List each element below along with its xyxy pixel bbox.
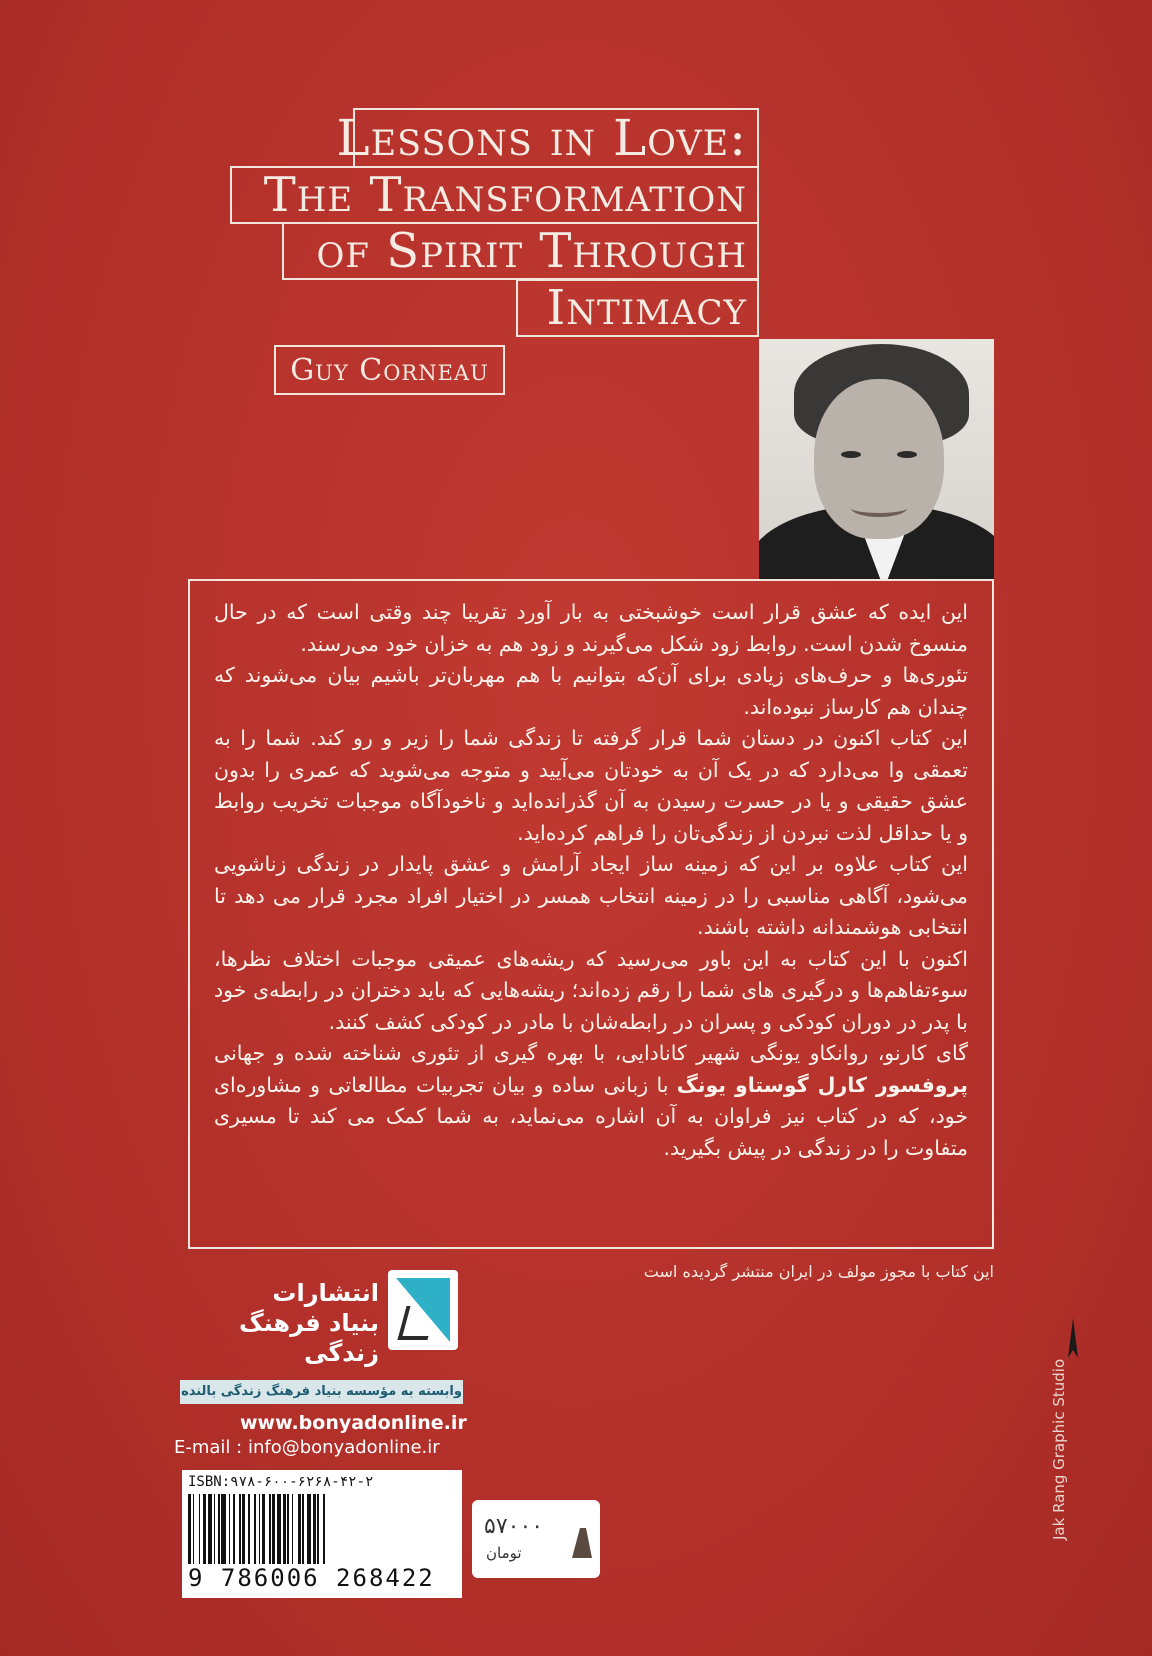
publisher-block <box>174 1260 459 1380</box>
description-paragraph-1: این ایده که عشق قرار است خوشبختی به بار آورد تقریبا چند وقتی است که در حال منسوخ شدن است. روابط زود شکل می‌گیرند و زود هم به خزان خود می‌رسند. <box>214 600 968 656</box>
title-line-2: The Transformation <box>230 166 759 224</box>
barcode-bars <box>188 1494 456 1564</box>
price-figure-icon <box>572 1528 592 1558</box>
paragraph-6-start: گای کارنو، روانکاو یونگی شهیر کانادایی، با بهره گیری از تئوری شناخته شده و جهانی <box>214 1041 968 1065</box>
publisher-name-line-2: بنیاد فرهنگ زندگی <box>239 1309 379 1367</box>
price-sticker <box>472 1500 600 1578</box>
title-line-3: of Spirit Through <box>282 222 759 280</box>
description-paragraph-2: تئوری‌ها و حرف‌های زیادی برای آن‌که بتوانیم با هم مهربان‌تر باشیم بیان می‌شوند که چندان هم کارساز نبوده‌اند. <box>214 663 968 719</box>
publisher-affiliation: وابسته به مؤسسه بنیاد فرهنگ زندگی بالنده <box>180 1380 463 1404</box>
title-line-4: Intimacy <box>516 279 759 337</box>
barcode-digits: 9 786006 268422 <box>188 1564 435 1592</box>
price-value: ۵۷۰۰۰ <box>484 1514 544 1539</box>
publisher-logo-icon <box>388 1270 458 1350</box>
barcode-bar <box>325 1494 328 1564</box>
publisher-email: E-mail : info@bonyadonline.ir <box>174 1437 440 1458</box>
publisher-name <box>159 1278 379 1368</box>
description-paragraph-6 <box>214 1038 968 1164</box>
description-paragraph-3: این کتاب اکنون در دستان شما قرار گرفته تا زندگی شما را زیر و رو کند. شما را به تعمقی وا می‌دارد که در یک آن به خودتان می‌آیید و متوجه می‌شوید که عمری را بدون عشق حقیقی و یا در حسرت رسیدن به آن گذرانده‌اید و ناخودآگاه موجبات تخریب روابط و یا حداقل لذت نبردن از زندگی‌تان را فراهم کرده‌اید. <box>214 726 968 845</box>
paragraph-6-bold: پروفسور کارل گوستاو یونگ <box>676 1072 968 1097</box>
isbn-barcode <box>182 1470 462 1598</box>
photo-eye-left <box>841 451 861 458</box>
studio-credit: Jak Rang Graphic Studio <box>1050 1358 1068 1540</box>
logo-figure <box>397 1306 436 1340</box>
description-box <box>188 579 994 1249</box>
studio-logo-icon <box>1068 1318 1078 1358</box>
publisher-name-line-1: انتشارات <box>272 1279 379 1307</box>
author-name: Guy Corneau <box>274 345 505 395</box>
description-paragraph-4: این کتاب علاوه بر این که زمینه ساز ایجاد آرامش و عشق پایدار در زندگی زناشویی می‌شود، آگاهی مناسبی را در زمینه انتخاب همسر در اختیار افراد مجرد قرار می دهد تا انتخابی هوشمندانه داشته باشند. <box>214 852 968 939</box>
description-paragraph-5: اکنون با این کتاب به این باور می‌رسید که ریشه‌های عمیقی موجبات اختلاف نظرها، سوءتفاهم‌ها و درگیری های شما را رقم زده‌اند؛ ریشه‌هایی که باید دختران در رابطه‌ی خود با پدر در دوران کودکی و پسران در رابطه‌شان با مادر در کودکی کشف کنند. <box>214 946 968 1034</box>
isbn-label: ISBN:۹۷۸-۶۰۰-۶۲۶۸-۴۲-۲ <box>188 1474 374 1490</box>
price-unit: تومان <box>486 1544 522 1562</box>
photo-mouth <box>851 499 907 517</box>
publisher-website: www.bonyadonline.ir <box>240 1412 467 1434</box>
photo-eye-right <box>897 451 917 458</box>
paragraph-6-end: با زبانی ساده و بیان تجربیات مطالعاتی و مشاوره‌ای خود، که در کتاب نیز فراوان به آن اشاره می‌نماید، به شما کمک می کند تا مسیری متفاوت را در زندگی در پیش بگیرید. <box>214 1072 968 1160</box>
title-line-1: Lessons in Love: <box>353 108 759 168</box>
permission-note: این کتاب با مجوز مولف در ایران منتشر گردیده است <box>643 1262 994 1281</box>
author-photo <box>759 339 994 579</box>
